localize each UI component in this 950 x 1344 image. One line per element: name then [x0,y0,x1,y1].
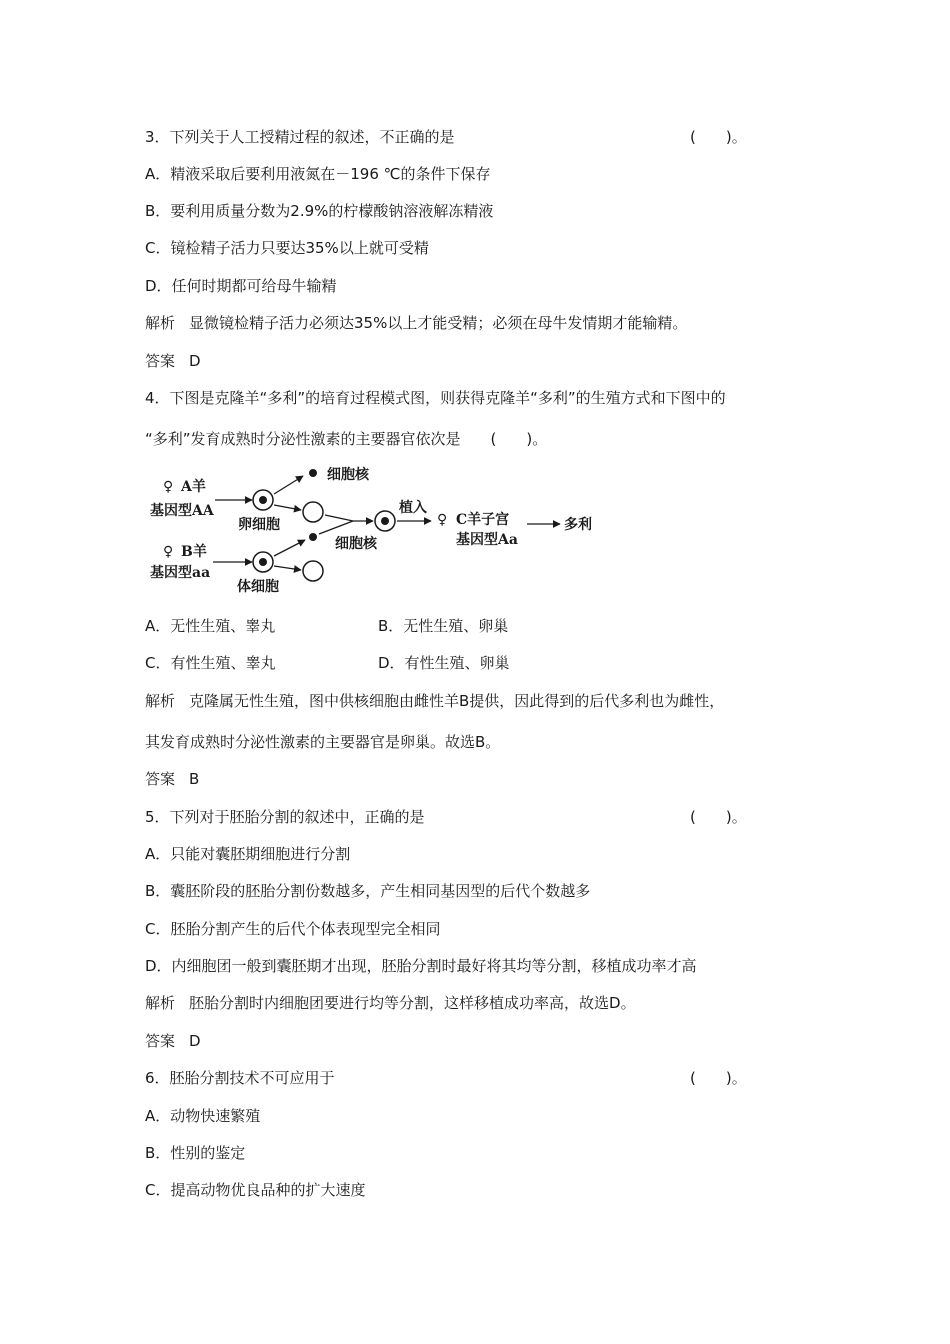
answer-value: D [189,1032,201,1050]
removed-nucleus-dot [309,469,317,477]
arrow-body-to-nucleus [274,540,305,556]
q3-option-a: A．精液采取后要利用液氮在－196 ℃的条件下保存 [145,165,491,183]
q6-answer-paren: ( )。 [690,1069,747,1087]
egg-cell-nucleus-dot [259,496,267,504]
implant-label: 植入 [399,500,427,516]
answer-value: B [189,770,200,788]
q3-option-c: C．镜检精子活力只要达35%以上就可受精 [145,239,429,257]
female-symbol-c: ♀ [437,512,448,528]
sheep-b-label: B羊 [181,544,207,560]
q4-stem-line1: 4．下图是克隆羊“多利”的培育过程模式图，则获得克隆羊“多利”的生殖方式和下图中的 [145,389,726,407]
answer-label: 答案 [145,352,176,370]
q4-options-row1 [145,616,509,636]
egg-cell-label: 卵细胞 [238,517,280,533]
dolly-label: 多利 [564,517,592,533]
analysis-label: 解析 [145,314,176,332]
q4-option-c: C．有性生殖、睾丸 [145,654,276,672]
genotype-c-label: 基因型Aa [456,532,518,548]
fusion-line-upper [325,515,353,521]
q4-stem-line2 [145,429,547,449]
enucleated-body-cell-circle [303,561,323,581]
arrow-egg-to-nucleus [274,476,303,494]
q3-answer [145,351,201,371]
analysis-label: 解析 [145,692,176,710]
q5-option-a: A．只能对囊胚期细胞进行分割 [145,845,351,863]
q4-answer [145,769,199,789]
q6-option-a: A．动物快速繁殖 [145,1107,261,1125]
sheep-c-label: C羊子宫 [456,512,510,528]
genotype-aa-lower: 基因型aa [150,565,211,581]
female-symbol-b: ♀ [163,544,174,560]
q5-option-b: B．囊胚阶段的胚胎分割份数越多，产生相同基因型的后代个数越多 [145,882,591,900]
q5-option-c: C．胚胎分割产生的后代个体表现型完全相同 [145,920,441,938]
analysis-text: 胚胎分割时内细胞团要进行均等分割，这样移植成功率高，故选D。 [189,994,636,1012]
q5-answer [145,1031,201,1051]
q4-analysis-line2: 其发育成熟时分泌性激素的主要器官是卵巢。故选B。 [145,733,501,751]
q5-option-d: D．内细胞团一般到囊胚期才出现，胚胎分割时最好将其均等分割，移植成功率才高 [145,957,697,975]
analysis-label: 解析 [145,994,176,1012]
fusion-line-lower [319,521,353,534]
nucleus-label-mid: 细胞核 [335,536,377,552]
q4-option-d: D．有性生殖、卵巢 [378,654,510,672]
reconstructed-cell-nucleus-dot [381,517,389,525]
enucleated-egg-circle [303,502,323,522]
q5-answer-paren: ( )。 [690,808,747,826]
analysis-text: 克隆属无性生殖，图中供核细胞由雌性羊B提供，因此得到的后代多利也为雌性， [189,692,725,710]
q3-stem: 3．下列关于人工授精过程的叙述，不正确的是 [145,128,455,146]
genotype-aa-upper: 基因型AA [150,503,214,519]
body-cell-label: 体细胞 [237,579,279,595]
answer-label: 答案 [145,770,176,788]
q4-options-row2 [145,653,510,673]
answer-value: D [189,352,201,370]
q3-option-b: B．要利用质量分数为2.9%的柠檬酸钠溶液解冻精液 [145,202,494,220]
nucleus-label-top: 细胞核 [327,467,369,483]
q4-stem-line2-text: “多利”发育成熟时分泌性激素的主要器官依次是 [145,430,461,448]
q4-analysis-line1 [145,691,724,711]
q3-option-d: D．任何时期都可给母牛输精 [145,277,337,295]
donor-nucleus-dot [309,533,317,541]
body-cell-nucleus-dot [259,558,267,566]
q5-stem: 5．下列对于胚胎分割的叙述中，正确的是 [145,808,425,826]
female-symbol-a: ♀ [163,479,174,495]
q6-option-b: B．性别的鉴定 [145,1144,246,1162]
q3-answer-paren: ( )。 [690,128,747,146]
arrow-egg-to-enucleated [274,505,301,510]
cloning-diagram [145,460,615,596]
analysis-text: 显微镜检精子活力必须达35%以上才能受精；必须在母牛发情期才能输精。 [189,314,688,332]
q6-option-c: C．提高动物优良品种的扩大速度 [145,1181,366,1199]
q4-option-a: A．无性生殖、睾丸 [145,617,276,635]
answer-label: 答案 [145,1032,176,1050]
q4-option-b: B．无性生殖、卵巢 [378,617,509,635]
q4-answer-paren: ( )。 [490,430,548,448]
q3-analysis [145,313,687,333]
sheep-a-label: A羊 [181,479,206,495]
q5-analysis [145,993,636,1013]
arrow-body-to-cell [274,566,301,570]
q6-stem: 6．胚胎分割技术不可应用于 [145,1069,335,1087]
